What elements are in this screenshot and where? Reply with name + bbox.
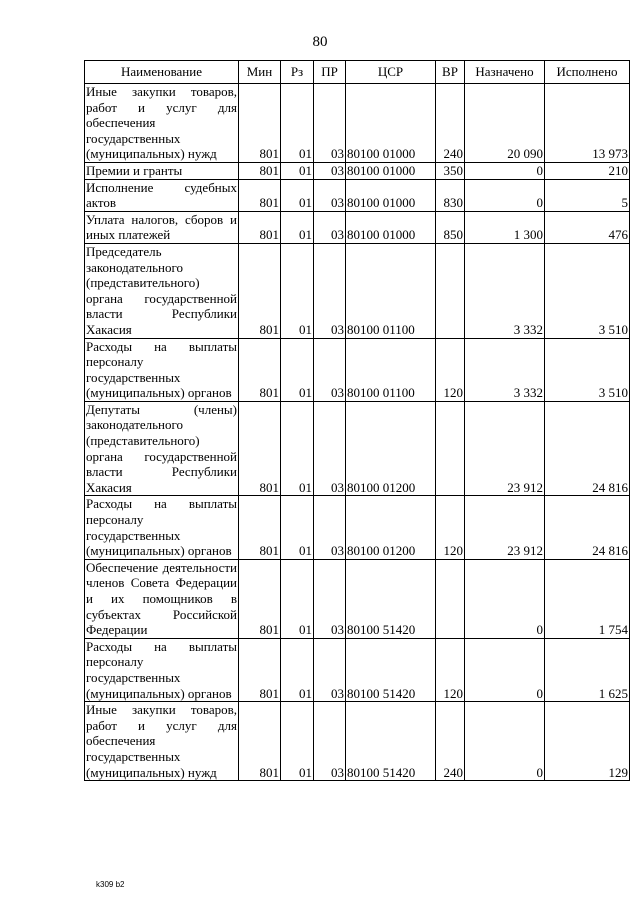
cell-rz: 01: [281, 211, 314, 243]
cell-csr: 80100 01100: [346, 243, 436, 338]
cell-name: Председатель законодательного (представительного) органа государственной власти Республики Хакасия: [86, 243, 237, 337]
header-assigned: Назначено: [465, 61, 545, 84]
table-row: [85, 401, 630, 496]
cell-pr: 03: [314, 243, 346, 338]
cell-rz: 01: [281, 496, 314, 559]
cell-min: 801: [239, 179, 281, 211]
cell-pr: 03: [314, 162, 346, 179]
cell-csr: 80100 01000: [346, 211, 436, 243]
table-row: [85, 243, 630, 338]
cell-min: 801: [239, 496, 281, 559]
cell-name: Обеспечение деятельности членов Совета Федерации и их помощников в субъектах Российской Федерации: [86, 559, 237, 638]
cell-pr: 03: [314, 211, 346, 243]
table-row: [85, 211, 630, 243]
cell-executed: 3 510: [545, 338, 630, 401]
cell-rz: 01: [281, 401, 314, 496]
cell-assigned: 3 332: [465, 338, 545, 401]
cell-assigned: 23 912: [465, 496, 545, 559]
cell-name: Расходы на выплаты персоналу государственных (муниципальных) органов: [86, 338, 237, 401]
cell-vr: 120: [436, 638, 465, 701]
cell-vr: 830: [436, 179, 465, 211]
cell-vr: [436, 401, 465, 496]
cell-name: Уплата налогов, сборов и иных платежей: [86, 211, 237, 243]
table-row: [85, 338, 630, 401]
cell-assigned: 20 090: [465, 84, 545, 163]
cell-rz: 01: [281, 638, 314, 701]
cell-min: 801: [239, 638, 281, 701]
cell-pr: 03: [314, 702, 346, 781]
cell-min: 801: [239, 702, 281, 781]
cell-executed: 210: [545, 162, 630, 179]
cell-name: Депутаты (члены) законодательного (представительного) органа государственной власти Республики Хакасия: [86, 401, 237, 495]
table-row: [85, 179, 630, 211]
cell-pr: 03: [314, 401, 346, 496]
cell-min: 801: [239, 559, 281, 638]
cell-csr: 80100 01000: [346, 84, 436, 163]
cell-assigned: 1 300: [465, 211, 545, 243]
cell-assigned: 0: [465, 702, 545, 781]
cell-name: Иные закупки товаров, работ и услуг для обеспечения государственных (муниципальных) нужд: [86, 84, 237, 162]
cell-pr: 03: [314, 84, 346, 163]
cell-pr: 03: [314, 496, 346, 559]
cell-name: Расходы на выплаты персоналу государственных (муниципальных) органов: [86, 638, 237, 701]
cell-rz: 01: [281, 179, 314, 211]
table-row: [85, 559, 630, 638]
header-vr: ВР: [436, 61, 465, 84]
cell-vr: 240: [436, 84, 465, 163]
cell-vr: 120: [436, 496, 465, 559]
cell-assigned: 0: [465, 162, 545, 179]
cell-name: Расходы на выплаты персоналу государственных (муниципальных) органов: [86, 496, 237, 559]
header-pr: ПР: [314, 61, 346, 84]
cell-executed: 476: [545, 211, 630, 243]
cell-csr: 80100 51420: [346, 638, 436, 701]
cell-assigned: 0: [465, 179, 545, 211]
cell-csr: 80100 51420: [346, 559, 436, 638]
cell-min: 801: [239, 162, 281, 179]
cell-csr: 80100 01200: [346, 401, 436, 496]
cell-pr: 03: [314, 179, 346, 211]
cell-pr: 03: [314, 338, 346, 401]
cell-csr: 80100 01000: [346, 162, 436, 179]
cell-rz: 01: [281, 162, 314, 179]
cell-executed: 3 510: [545, 243, 630, 338]
page-number: 80: [312, 34, 328, 50]
table-row: [85, 638, 630, 701]
cell-csr: 80100 01000: [346, 179, 436, 211]
cell-rz: 01: [281, 559, 314, 638]
header-executed: Исполнено: [545, 61, 630, 84]
cell-assigned: 23 912: [465, 401, 545, 496]
cell-executed: 24 816: [545, 496, 630, 559]
cell-rz: 01: [281, 702, 314, 781]
cell-assigned: 3 332: [465, 243, 545, 338]
cell-min: 801: [239, 338, 281, 401]
cell-assigned: 0: [465, 638, 545, 701]
cell-csr: 80100 01200: [346, 496, 436, 559]
cell-rz: 01: [281, 338, 314, 401]
table-row: [85, 496, 630, 559]
footer-code: k309 b2: [96, 880, 125, 889]
cell-pr: 03: [314, 638, 346, 701]
cell-min: 801: [239, 243, 281, 338]
cell-executed: 5: [545, 179, 630, 211]
header-name: Наименование: [85, 61, 239, 84]
table-row: [85, 162, 630, 179]
cell-executed: 1 625: [545, 638, 630, 701]
cell-executed: 1 754: [545, 559, 630, 638]
table-header-row: [85, 61, 630, 84]
cell-rz: 01: [281, 243, 314, 338]
cell-executed: 13 973: [545, 84, 630, 163]
header-min: Мин: [239, 61, 281, 84]
cell-executed: 24 816: [545, 401, 630, 496]
cell-name: Исполнение судебных актов: [86, 179, 237, 211]
cell-min: 801: [239, 211, 281, 243]
cell-name: Премии и гранты: [85, 162, 239, 179]
cell-executed: 129: [545, 702, 630, 781]
cell-assigned: 0: [465, 559, 545, 638]
cell-vr: [436, 243, 465, 338]
cell-vr: 120: [436, 338, 465, 401]
table-row: [85, 702, 630, 781]
header-csr: ЦСР: [346, 61, 436, 84]
cell-name: Иные закупки товаров, работ и услуг для обеспечения государственных (муниципальных) нужд: [86, 702, 237, 780]
cell-min: 801: [239, 401, 281, 496]
budget-execution-table: [84, 60, 630, 781]
table-row: [85, 84, 630, 163]
cell-min: 801: [239, 84, 281, 163]
cell-vr: [436, 559, 465, 638]
header-rz: Рз: [281, 61, 314, 84]
cell-csr: 80100 51420: [346, 702, 436, 781]
cell-vr: 850: [436, 211, 465, 243]
cell-csr: 80100 01100: [346, 338, 436, 401]
cell-vr: 240: [436, 702, 465, 781]
cell-pr: 03: [314, 559, 346, 638]
cell-vr: 350: [436, 162, 465, 179]
cell-rz: 01: [281, 84, 314, 163]
